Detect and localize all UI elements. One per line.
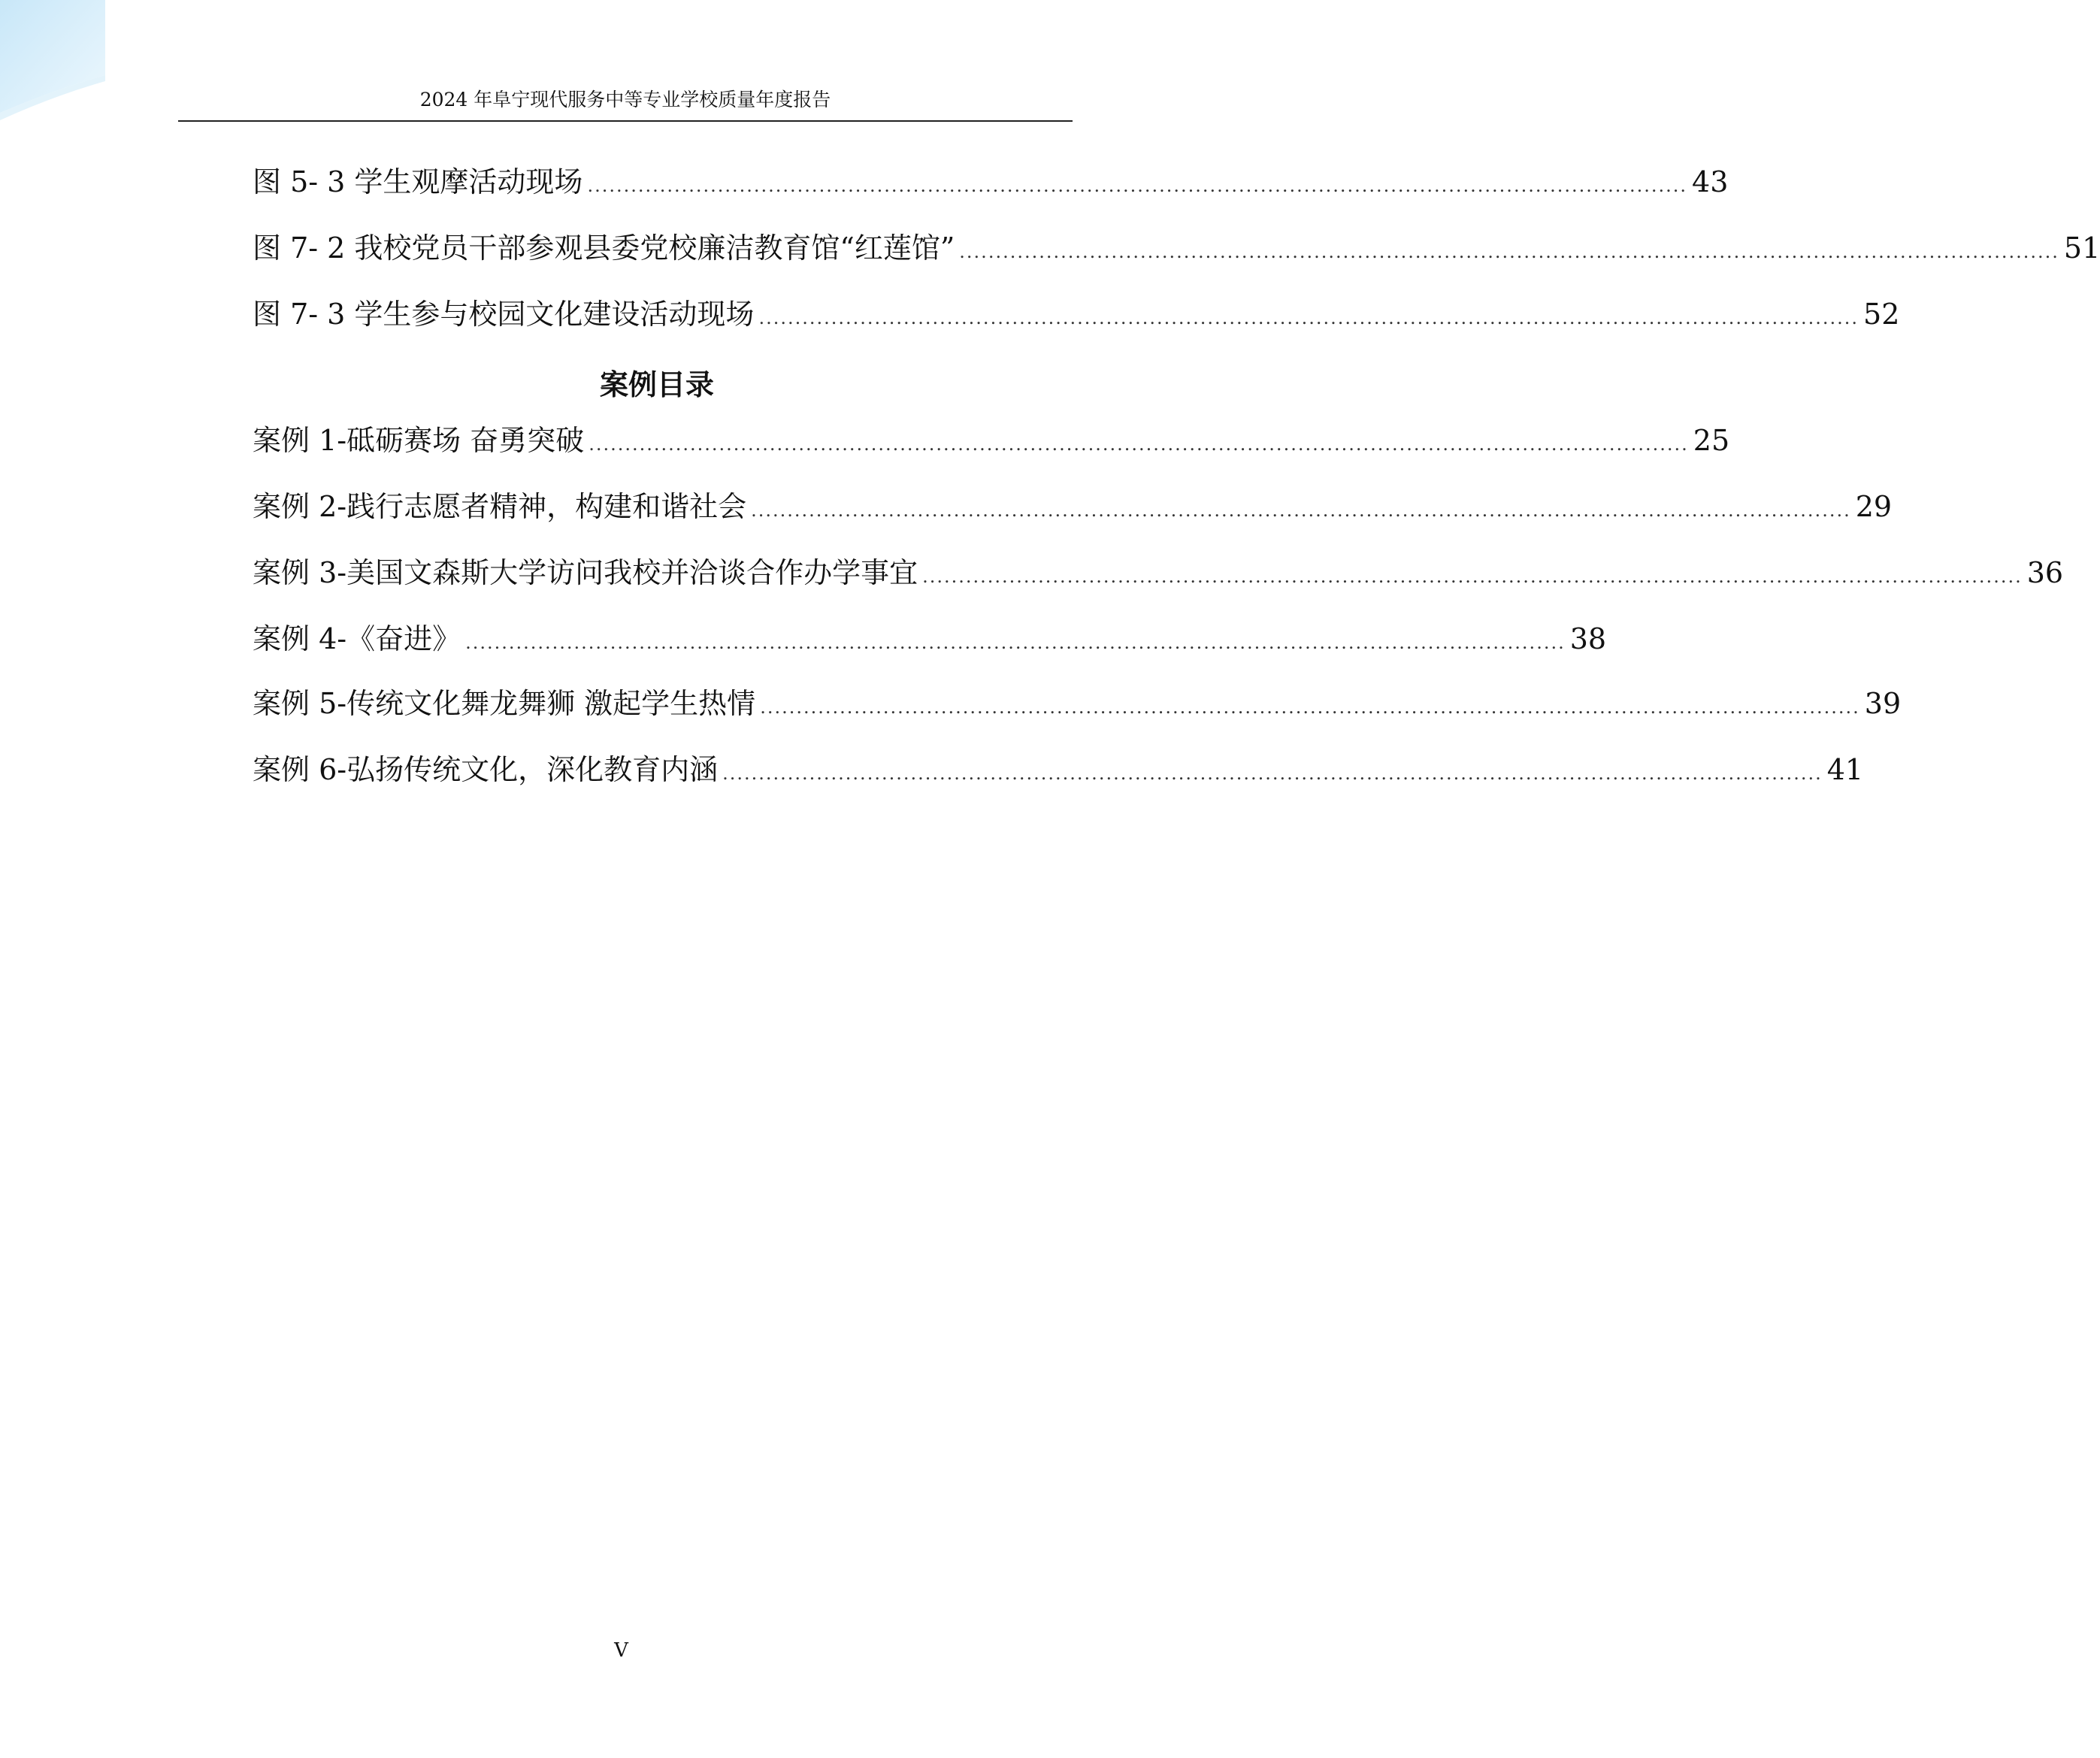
dot-leader: ........................................................................................................................................................: [722, 763, 1823, 784]
toc-entry-label: 案例 3-美国文森斯大学访问我校并洽谈合作办学事宜: [253, 556, 918, 589]
toc-entry-case-1[interactable]: [253, 421, 1730, 460]
toc-entry-case-5[interactable]: [253, 684, 1902, 723]
page-number: V: [614, 1639, 628, 1662]
toc-entry-page: 39: [1864, 687, 1902, 720]
toc-entry-figure-7-3[interactable]: [253, 295, 1900, 334]
toc-entry-page: 36: [2026, 556, 2064, 589]
header-divider: [178, 120, 1073, 122]
toc-entry-page: 43: [1692, 165, 1729, 198]
toc-entry-label: 案例 5-传统文化舞龙舞狮 激起学生热情: [253, 687, 756, 720]
toc-entry-figure-5-3[interactable]: [253, 162, 1729, 201]
dot-leader: ........................................................................................................................................................: [922, 566, 2023, 587]
dot-leader: ........................................................................................................................................................: [959, 241, 2059, 262]
toc-entry-label: 图 5- 3 学生观摩活动现场: [253, 165, 583, 198]
toc-entry-page: 41: [1826, 753, 1864, 786]
dot-leader: ........................................................................................................................................................: [760, 697, 1860, 718]
toc-entry-page: 51: [2063, 231, 2100, 265]
running-header: 2024 年阜宁现代服务中等专业学校质量年度报告: [419, 89, 831, 110]
dot-leader: ........................................................................................................................................................: [758, 307, 1859, 328]
toc-entry-label: 案例 6-弘扬传统文化，深化教育内涵: [253, 753, 719, 786]
toc-entry-page: 38: [1569, 622, 1607, 655]
case-section-title: 案例目录: [599, 368, 714, 401]
toc-entry-case-2[interactable]: [253, 487, 1893, 526]
toc-entry-label: 案例 2-践行志愿者精神，构建和谐社会: [253, 490, 747, 523]
toc-entry-page: 25: [1693, 424, 1730, 457]
dot-leader: ........................................................................................................................................................: [589, 434, 1689, 455]
toc-entry-figure-7-2[interactable]: [253, 228, 2100, 268]
toc-entry-case-3[interactable]: [253, 553, 2064, 592]
toc-entry-page: 52: [1863, 298, 1900, 331]
dot-leader: ........................................................................................................................................................: [465, 632, 1566, 653]
toc-entry-case-6[interactable]: [253, 750, 1864, 789]
toc-entry-label: 图 7- 3 学生参与校园文化建设活动现场: [253, 298, 755, 331]
dot-leader: ........................................................................................................................................................: [751, 500, 1851, 521]
toc-entry-label: 图 7- 2 我校党员干部参观县委党校廉洁教育馆“红莲馆”: [253, 231, 955, 265]
toc-entry-case-4[interactable]: [253, 619, 1607, 658]
toc-entry-page: 29: [1855, 490, 1893, 523]
corner-decoration: [0, 0, 150, 150]
toc-entry-label: 案例 4-《奋进》: [253, 622, 461, 655]
dot-leader: ........................................................................................................................................................: [587, 175, 1688, 196]
toc-entry-label: 案例 1-砥砺赛场 奋勇突破: [253, 424, 585, 457]
